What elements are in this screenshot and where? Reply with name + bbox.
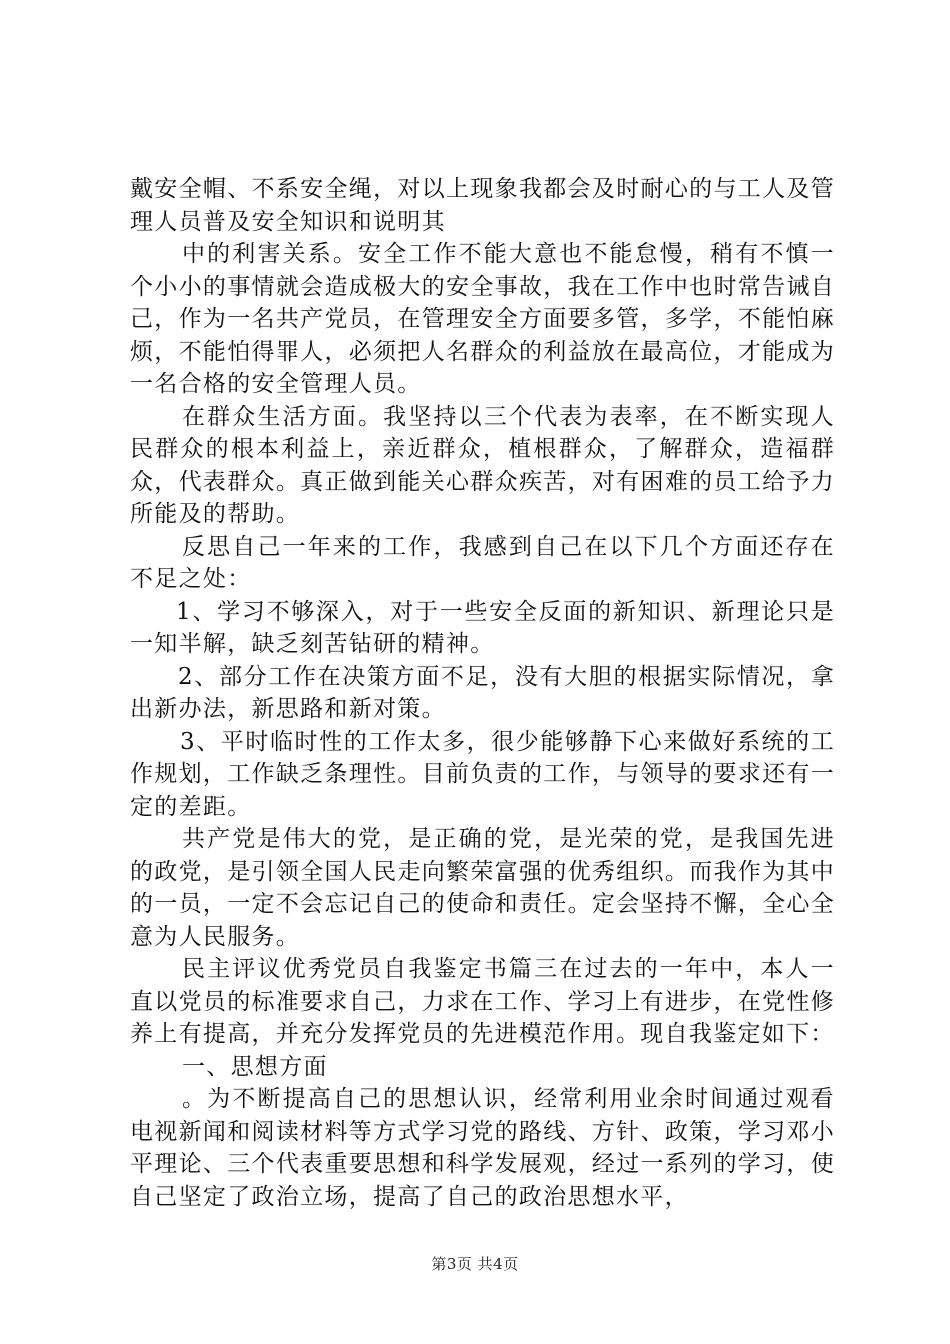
list-item-3: 3、平时临时性的工作太多，很少能够静下心来做好系统的工作规划，工作缺乏条理性。目前负责的工作，与领导的要求还有一定的差距。 [130,728,835,820]
paragraph-4: 反思自己一年来的工作，我感到自己在以下几个方面还存在不足之处： [130,533,835,592]
paragraph-3: 在群众生活方面。我坚持以三个代表为表率，在不断实现人民群众的根本利益上，亲近群众，植根群众，了解群众，造福群众，代表群众。真正做到能关心群众疾苦，对有困难的员工给予力所能及的帮助。 [130,403,835,527]
page-number: 第3页 共4页 [431,1255,519,1273]
paragraph-6: 民主评议优秀党员自我鉴定书篇三在过去的一年中，本人一直以党员的标准要求自己，力求在工作、学习上有进步，在党性修养上有提高，并充分发挥党员的先进模范作用。现自我鉴定如下： [130,956,835,1047]
section-heading: 一、思想方面 [182,1053,328,1080]
paragraph-7: 。为不断提高自己的思想认识，经常利用业余时间通过观看电视新闻和阅读材料等方式学习党的路线、方针、政策，学习邓小平理论、三个代表重要思想和科学发展观，经过一系列的学习，使自己坚定了政治立场，提高了自己的政治思想水平， [130,1086,835,1210]
list-item-2: 2、部分工作在决策方面不足，没有大胆的根据实际情况，拿出新办法，新思路和新对策。 [130,663,835,722]
paragraph-2: 中的利害关系。安全工作不能大意也不能怠慢，稍有不慎一个小小的事情就会造成极大的安全事故，我在工作中也时常告诫自己，作为一名共产党员，在管理安全方面要多管，多学，不能怕麻烦，不能怕得罪人，必须把人名群众的利益放在最高位，才能成为一名合格的安全管理人员。 [130,241,835,397]
paragraph-1: 戴安全帽、不系安全绳，对以上现象我都会及时耐心的与工人及管理人员普及安全知识和说明其 [130,176,835,235]
list-item-1: 1、学习不够深入，对于一些安全反面的新知识、新理论只是一知半解，缺乏刻苦钻研的精神。 [130,598,835,657]
document-body [130,173,835,1213]
paragraph-5: 共产党是伟大的党，是正确的党，是光荣的党，是我国先进的政党，是引领全国人民走向繁荣富强的优秀组织。而我作为其中的一员，一定不会忘记自己的使命和责任。定会坚持不懈，全心全意为人民服务。 [130,826,835,950]
